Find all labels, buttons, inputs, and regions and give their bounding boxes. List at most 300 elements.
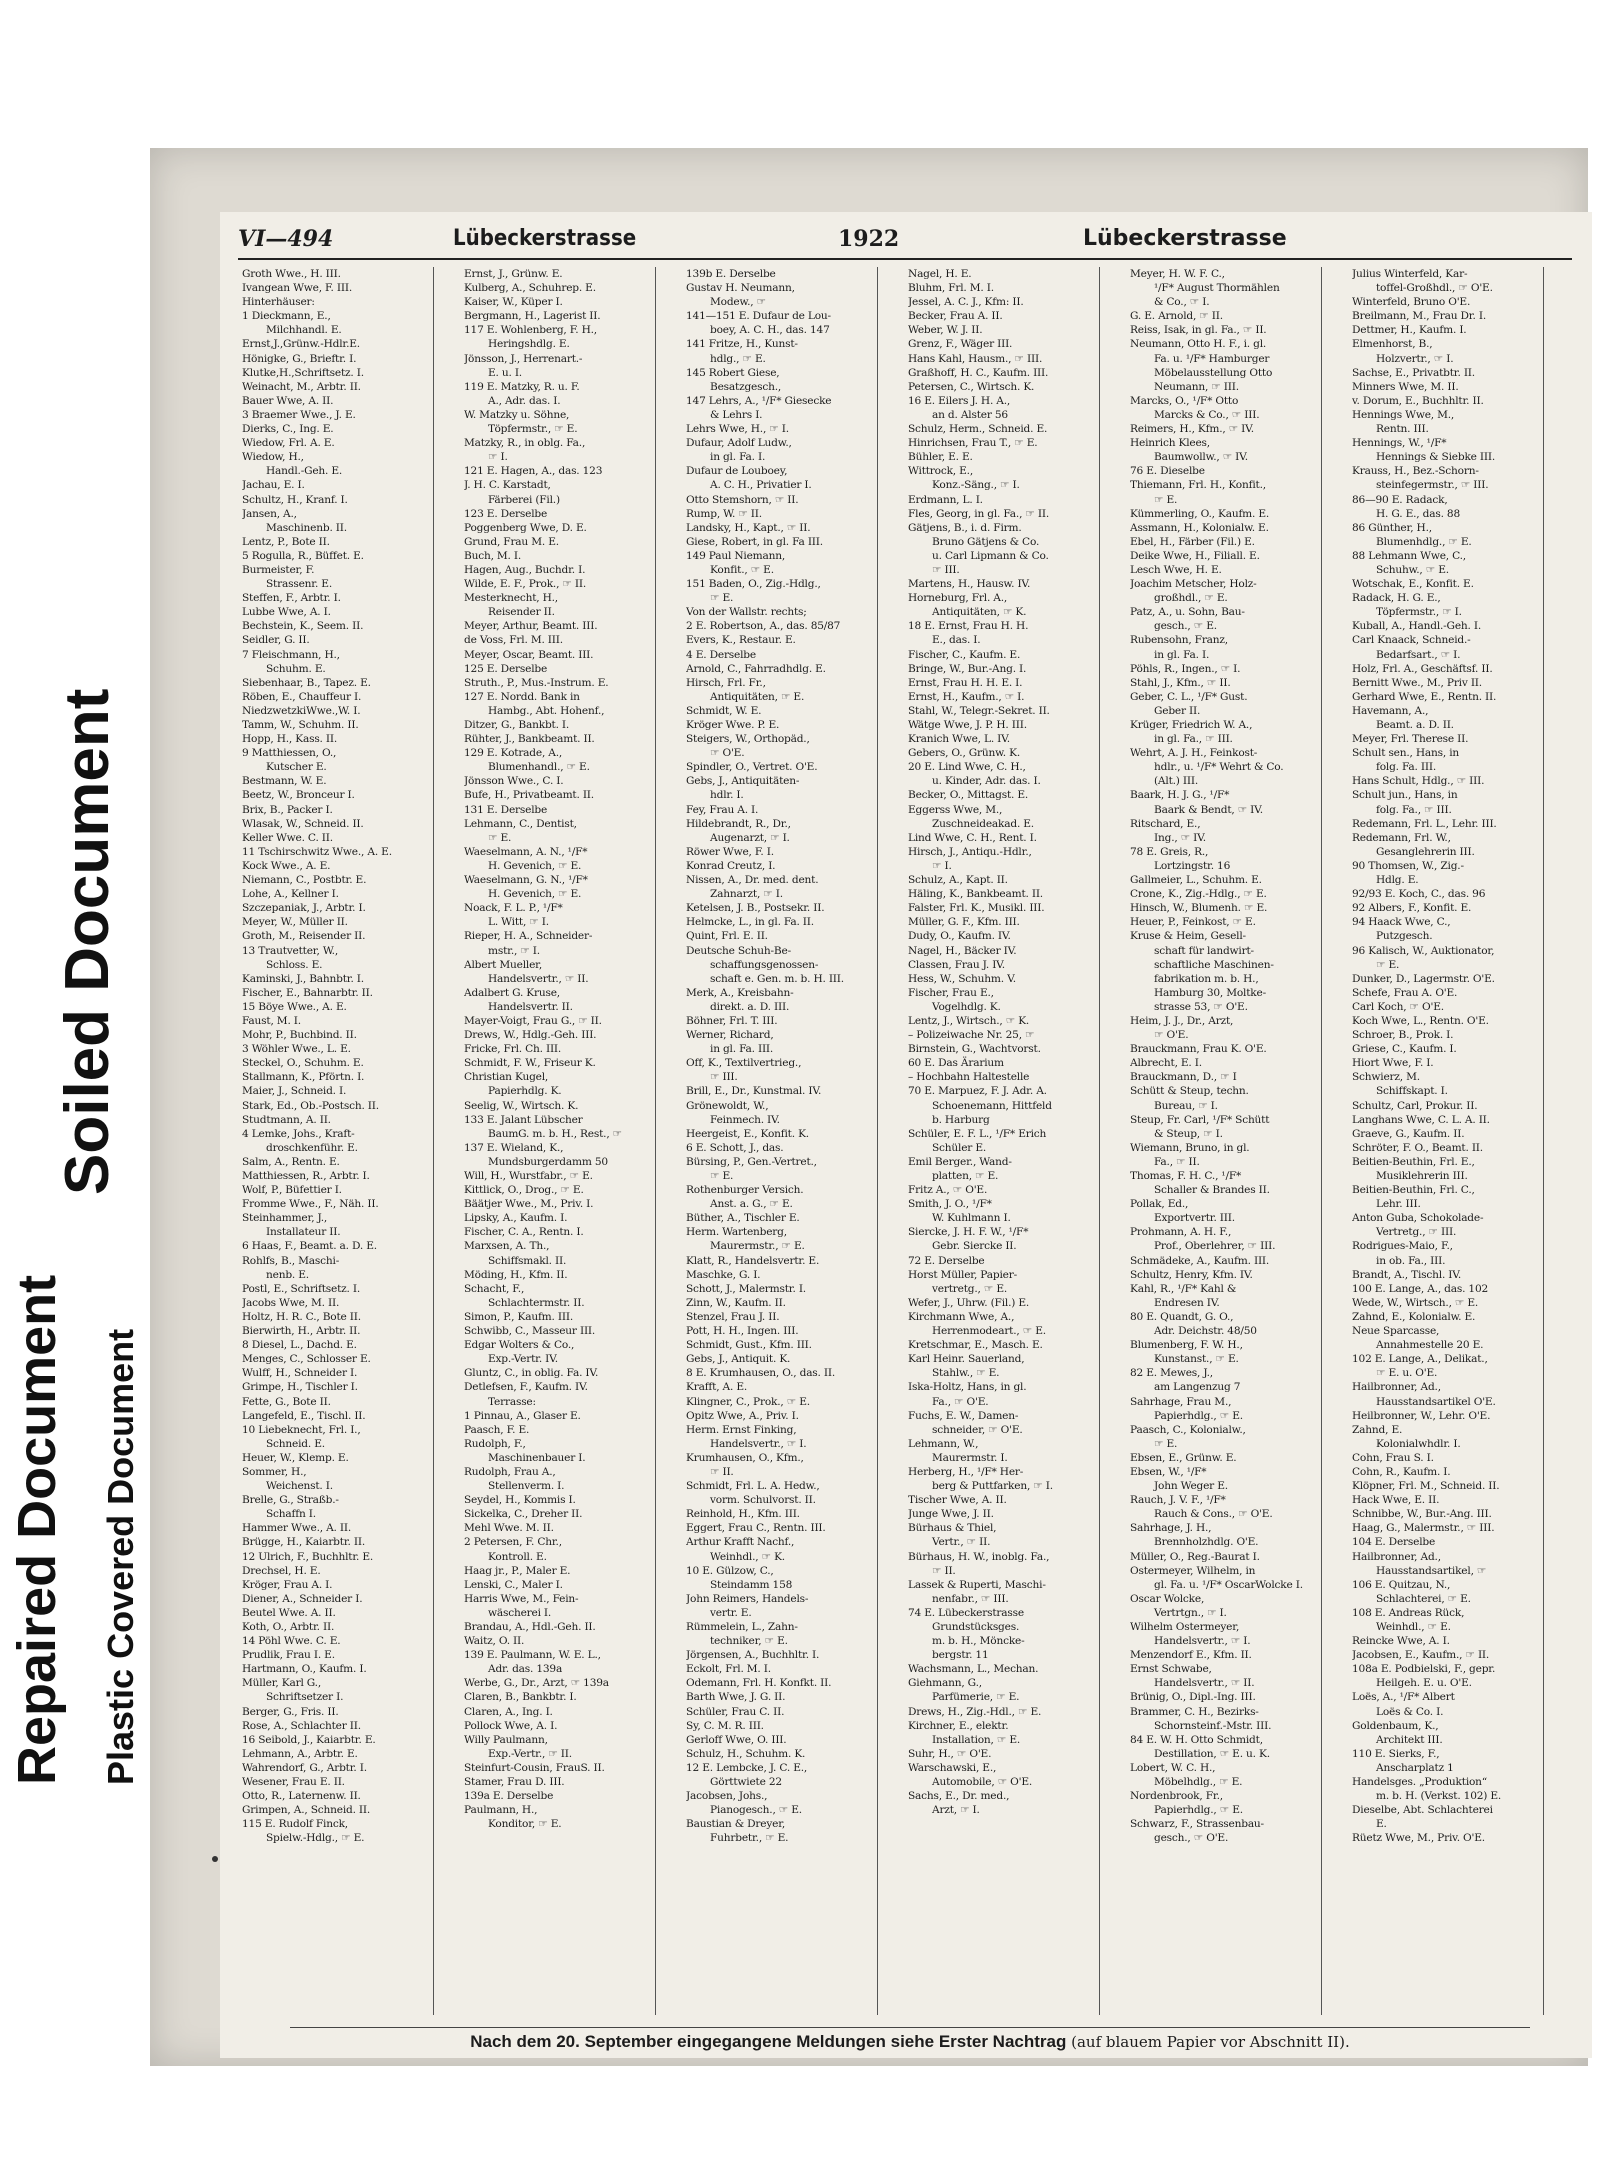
directory-entry: Pollock Wwe, A. I. xyxy=(464,1719,558,1732)
directory-entry: in gl. Fa. I. xyxy=(710,451,766,464)
directory-entry: Marcks, O., ¹/F* Otto xyxy=(1130,394,1239,407)
directory-entry: schneider, ☞ O'E. xyxy=(932,1423,1023,1436)
directory-entry: 115 E. Rudolf Finck, xyxy=(242,1818,348,1831)
directory-entry: Nagel, H., Bäcker IV. xyxy=(908,944,1017,957)
directory-entry: Meyer, W., Müller II. xyxy=(242,916,348,929)
directory-entry: Dettmer, H., Kaufm. I. xyxy=(1352,324,1467,337)
directory-entry: Schultz, Carl, Prokur. II. xyxy=(1352,1099,1478,1112)
directory-entry: techniker, ☞ E. xyxy=(710,1635,788,1648)
directory-entry: Hönigke, G., Brieftr. I. xyxy=(242,352,357,365)
directory-entry: 5 Rogulla, R., Büffet. E. xyxy=(242,549,364,562)
directory-entry: Klatt, R., Handelsvertr. E. xyxy=(686,1254,820,1267)
directory-entry: Reiss, Isak, in gl. Fa., ☞ II. xyxy=(1130,324,1267,337)
page-header xyxy=(238,224,1572,260)
directory-entry: Gerhard Wwe, E., Rentn. II. xyxy=(1352,690,1497,703)
directory-entry: Pollak, Ed., xyxy=(1130,1198,1189,1211)
directory-entry: Annahmestelle 20 E. xyxy=(1376,1339,1484,1352)
directory-entry: Schüler, Frau C. II. xyxy=(686,1705,785,1718)
directory-entry: Müller, Karl G., xyxy=(242,1677,322,1690)
directory-entry: Mehl Wwe. M. II. xyxy=(464,1522,554,1535)
directory-entry: 110 E. Sierks, F., xyxy=(1352,1747,1440,1760)
directory-entry: Hausstandsartikel O'E. xyxy=(1376,1395,1496,1408)
directory-entry: Kirchmann Wwe, A., xyxy=(908,1310,1015,1323)
directory-entry: Eggert, Frau C., Rentn. III. xyxy=(686,1522,826,1535)
directory-entry: Gerloff Wwe, O. III. xyxy=(686,1733,787,1746)
directory-entry: Ing., ☞ IV. xyxy=(1154,831,1206,844)
directory-entry: Dieselbe, Abt. Schlachterei xyxy=(1352,1804,1493,1817)
directory-entry: 16 E. Eilers J. H. A., xyxy=(908,394,1011,407)
directory-entry: Meyer, Oscar, Beamt. III. xyxy=(464,648,594,661)
directory-entry: Heuer, P., Feinkost, ☞ E. xyxy=(1130,916,1256,929)
directory-entry: Rothenburger Versich. xyxy=(686,1184,804,1197)
directory-entry: Wittrock, E., xyxy=(908,465,974,478)
directory-entry: Adalbert G. Kruse, xyxy=(464,986,560,999)
directory-entry: in gl. Fa. I. xyxy=(1154,648,1210,661)
directory-entry: Waitz, O. II. xyxy=(464,1635,525,1648)
directory-entry: Weber, W. J. II. xyxy=(908,324,983,337)
directory-entry: Bürhaus & Thiel, xyxy=(908,1522,997,1535)
directory-entry: m. b. H., Möncke- xyxy=(932,1635,1025,1648)
directory-entry: Büther, A., Tischler E. xyxy=(686,1212,800,1225)
directory-entry: nenb. E. xyxy=(266,1268,309,1281)
directory-entry: Jachau, E. I. xyxy=(242,479,305,492)
directory-entry: Maschke, G. I. xyxy=(686,1268,761,1281)
directory-entry: Paasch, F. E. xyxy=(464,1423,530,1436)
directory-entry: Schaller & Brandes II. xyxy=(1154,1184,1270,1197)
directory-entry: Schulz, H., Schuhm. K. xyxy=(686,1747,806,1760)
directory-entry: Drews, H., Zig.-Hdl., ☞ E. xyxy=(908,1705,1042,1718)
directory-entry: Hinterhäuser: xyxy=(242,296,315,309)
directory-entry: Becker, Frau A. II. xyxy=(908,310,1003,323)
directory-entry: Faust, M. I. xyxy=(242,1014,301,1027)
directory-entry: Thiemann, Frl. H., Konfit., xyxy=(1130,479,1266,492)
directory-entry: platten, ☞ E. xyxy=(932,1170,999,1182)
directory-entry: Antiquitäten, ☞ E. xyxy=(710,690,805,703)
directory-entry: Martens, H., Hausw. IV. xyxy=(908,578,1031,591)
directory-entry: ☞ I. xyxy=(488,451,508,464)
directory-entry: Handelsvertr., ☞ I. xyxy=(1154,1635,1251,1648)
directory-entry: 86—90 E. Radack, xyxy=(1352,493,1448,506)
directory-entry: Pianogesch., ☞ E. xyxy=(710,1804,802,1817)
directory-column-6 xyxy=(1348,267,1544,2015)
directory-entry: Anscharplatz 1 xyxy=(1376,1761,1454,1774)
directory-entry: Ernst,J.,Grünw.-Hdlr.E. xyxy=(242,338,360,351)
directory-entry: Bühler, E. E. xyxy=(908,451,973,464)
directory-entry: Hartmann, O., Kaufm. I. xyxy=(242,1663,367,1676)
directory-entry: Herrenmodeart., ☞ E. xyxy=(932,1325,1046,1338)
directory-entry: Falster, Frl. K., Musikl. III. xyxy=(908,902,1045,915)
directory-entry: Drews, W., Hdlg.-Geh. III. xyxy=(464,1029,597,1042)
directory-entry: Menzendorf E., Kfm. II. xyxy=(1130,1649,1252,1662)
directory-entry: 84 E. W. H. Otto Schmidt, xyxy=(1130,1733,1263,1746)
directory-entry: Thomas, F. H. C., ¹/F* xyxy=(1130,1170,1242,1182)
directory-entry: Wotschak, E., Konfit. E. xyxy=(1352,578,1474,591)
directory-entry: Waeselmann, A. N., ¹/F* xyxy=(464,845,588,858)
directory-entry: Kretschmar, E., Masch. E. xyxy=(908,1339,1043,1352)
directory-entry: A. C. H., Privatier I. xyxy=(710,479,812,492)
directory-entry: Ernst, H., Kaufm., ☞ I. xyxy=(908,690,1025,703)
directory-entry: 15 Böye Wwe., A. E. xyxy=(242,1000,347,1013)
directory-entry: vorm. Schulvorst. II. xyxy=(710,1494,816,1507)
directory-entry: Poggenberg Wwe, D. E. xyxy=(464,521,587,534)
directory-entry: Carl Koch, ☞ O'E. xyxy=(1352,1000,1444,1013)
directory-entry: Schmidt, Frl. L. A. Hedw., xyxy=(686,1480,820,1493)
directory-entry: Steffen, F., Arbtr. I. xyxy=(242,592,341,605)
directory-entry: Müller, O., Reg.-Baurat I. xyxy=(1130,1550,1260,1563)
directory-entry: v. Dorum, E., Buchhltr. II. xyxy=(1352,394,1484,407)
directory-entry: Färberei (Fil.) xyxy=(488,493,560,506)
directory-entry: Destillation, ☞ E. u. K. xyxy=(1154,1747,1270,1760)
directory-entry: in gl. Fa. III. xyxy=(710,1043,774,1056)
directory-entry: Horst Müller, Papier- xyxy=(908,1268,1017,1281)
directory-entry: Siercke, J. H. F. W., ¹/F* xyxy=(908,1226,1029,1239)
directory-entry: Arnold, C., Fahrradhdlg. E. xyxy=(686,662,826,675)
directory-entry: Grundstücksges. xyxy=(932,1621,1020,1633)
directory-entry: Görttwiete 22 xyxy=(710,1776,782,1789)
directory-entry: Steinfurt-Cousin, FrauS. II. xyxy=(464,1761,605,1774)
directory-entry: Rauch & Cons., ☞ O'E. xyxy=(1154,1508,1273,1521)
directory-entry: 119 E. Matzky, R. u. F. xyxy=(464,380,580,393)
directory-entry: Spielw.-Hdlg., ☞ E. xyxy=(266,1832,365,1845)
directory-entry: droschkenführ. E. xyxy=(266,1141,358,1154)
directory-entry: 86 Günther, H., xyxy=(1352,521,1432,534)
directory-entry: Handelsvertr., ☞ II. xyxy=(1154,1677,1255,1690)
directory-entry: Ivangean Wwe, F. III. xyxy=(242,282,352,295)
directory-entry: Merk, A., Kreisbahn- xyxy=(686,986,794,999)
directory-entry: Schüler E. xyxy=(932,1141,987,1154)
directory-entry: Willy Paulmann, xyxy=(464,1733,548,1746)
directory-entry: Stahl, J., Kfm., ☞ II. xyxy=(1130,676,1231,689)
directory-entry: Prof., Oberlehrer, ☞ III. xyxy=(1154,1240,1276,1253)
directory-entry: Diener, A., Schneider I. xyxy=(242,1592,363,1605)
directory-entry: Kock Wwe., A. E. xyxy=(242,859,331,872)
directory-entry: boey, A. C. H., das. 147 xyxy=(710,324,830,337)
directory-entry: Szczepaniak, J., Arbtr. I. xyxy=(242,902,366,915)
directory-entry: Fa., ☞ II. xyxy=(1154,1155,1200,1168)
directory-entry: Sachs, E., Dr. med., xyxy=(908,1790,1010,1803)
directory-entry: fabrikation m. b. H., xyxy=(1154,972,1259,985)
directory-entry: Sommer, H., xyxy=(242,1465,307,1478)
directory-entry: Schult sen., Hans, in xyxy=(1352,747,1460,760)
directory-entry: Brünig, O., Dipl.-Ing. III. xyxy=(1130,1691,1256,1704)
directory-entry: Graeve, G., Kaufm. II. xyxy=(1352,1127,1465,1140)
directory-entry: Tischer Wwe, A. II. xyxy=(908,1494,1007,1507)
directory-entry: Konz.-Säng., ☞ I. xyxy=(932,479,1020,492)
directory-entry: ☞ II. xyxy=(710,1465,734,1478)
directory-entry: Holzvertr., ☞ I. xyxy=(1376,352,1454,365)
directory-entry: Lentz, J., Wirtsch., ☞ K. xyxy=(908,1014,1030,1027)
directory-entry: Ernst Schwabe, xyxy=(1130,1663,1212,1676)
directory-entry: ☞ III. xyxy=(932,563,960,576)
directory-entry: Schiffskapt. I. xyxy=(1376,1085,1448,1098)
directory-entry: Schüler, E. F. L., ¹/F* Erich xyxy=(908,1127,1047,1140)
directory-entry: Adr. Deichstr. 48/50 xyxy=(1154,1325,1257,1338)
directory-entry: Haag, G., Malermstr., ☞ III. xyxy=(1352,1522,1495,1535)
directory-entry: – Hochbahn Haltestelle xyxy=(908,1071,1030,1084)
directory-entry: 108 E. Andreas Rück, xyxy=(1352,1606,1465,1619)
directory-entry: Schornsteinf.-Mstr. III. xyxy=(1154,1719,1272,1732)
directory-entry: Automobile, ☞ O'E. xyxy=(932,1776,1033,1789)
directory-entry: Kontroll. E. xyxy=(488,1550,547,1563)
directory-entry: Möding, H., Kfm. II. xyxy=(464,1268,568,1281)
directory-entry: ☞ E. xyxy=(710,1170,734,1182)
directory-entry: Hailbronner, Ad., xyxy=(1352,1381,1441,1394)
directory-entry: Deike Wwe, H., Filiall. E. xyxy=(1130,549,1260,562)
directory-entry: Böhner, Frl. T. III. xyxy=(686,1014,778,1027)
directory-entry: Steckel, O., Schuhm. E. xyxy=(242,1057,364,1070)
directory-entry: Beutel Wwe. A. II. xyxy=(242,1606,336,1619)
directory-entry: 92/93 E. Koch, C., das. 96 xyxy=(1352,888,1486,901)
directory-entry: 7 Fleischmann, H., xyxy=(242,648,340,661)
directory-entry: L. Witt, ☞ I. xyxy=(488,916,549,929)
directory-entry: Handelsvertr. II. xyxy=(488,1000,573,1013)
directory-entry: Brelle, G., Straßb.- xyxy=(242,1494,339,1507)
directory-entry: Reisender II. xyxy=(488,606,555,619)
directory-entry: Bufe, H., Privatbeamt. II. xyxy=(464,789,594,802)
directory-entry: Hess, W., Schuhm. V. xyxy=(908,972,1016,985)
directory-entry: Röben, E., Chauffeur I. xyxy=(242,690,362,703)
directory-entry: Heinrich Klees, xyxy=(1130,437,1210,450)
directory-entry: Milchhandl. E. xyxy=(266,324,342,337)
directory-entry: 3 Braemer Wwe., J. E. xyxy=(242,408,356,421)
directory-entry: Maurermstr., ☞ E. xyxy=(710,1240,805,1253)
directory-entry: ☞ I. xyxy=(932,859,952,872)
directory-entry: 139a E. Derselbe xyxy=(464,1790,554,1803)
directory-entry: 131 E. Derselbe xyxy=(464,803,548,816)
directory-entry: Rieper, H. A., Schneider- xyxy=(464,930,593,943)
directory-entry: Papierhdlg. K. xyxy=(488,1085,562,1098)
directory-entry: Lesch Wwe, H. E. xyxy=(1130,563,1222,576)
directory-entry: 4 Lemke, Johs., Kraft- xyxy=(242,1127,355,1140)
directory-entry: Fa., ☞ O'E. xyxy=(932,1395,989,1408)
directory-entry: Feinmech. IV. xyxy=(710,1113,780,1126)
directory-entry: Simon, P., Kaufm. III. xyxy=(464,1310,573,1323)
directory-entry: H. G. E., das. 88 xyxy=(1376,507,1460,520)
directory-entry: Studtmann, A. II. xyxy=(242,1113,331,1126)
directory-entry: m. b. H. (Verkst. 102) E. xyxy=(1376,1790,1502,1803)
directory-entry: Detlefsen, F., Kaufm. IV. xyxy=(464,1381,588,1394)
directory-entry: bergstr. 11 xyxy=(932,1649,989,1662)
directory-entry: Hopp, H., Kass. II. xyxy=(242,733,338,746)
directory-entry: Rohlfs, B., Maschi- xyxy=(242,1254,340,1267)
directory-entry: Giese, Robert, in gl. Fa III. xyxy=(686,535,823,548)
directory-entry: Hinsch, W., Blumenh. ☞ E. xyxy=(1130,902,1268,915)
directory-entry: Mundsburgerdamm 50 xyxy=(488,1155,608,1168)
directory-entry: Gustav H. Neumann, xyxy=(686,282,795,295)
directory-entry: 8 E. Krumhausen, O., das. II. xyxy=(686,1367,836,1380)
directory-entry: 106 E. Quitzau, N., xyxy=(1352,1578,1451,1591)
directory-entry: Marxsen, A. Th., xyxy=(464,1240,550,1253)
directory-entry: in gl. Fa., ☞ III. xyxy=(1154,733,1233,746)
directory-entry: Cohn, R., Kaufm. I. xyxy=(1352,1465,1451,1478)
directory-entry: Handelsvertr., ☞ II. xyxy=(488,972,589,985)
directory-entry: Dufaur de Louboey, xyxy=(686,465,788,478)
directory-entry: Noack, F. L. P., ¹/F* xyxy=(464,902,563,915)
directory-entry: Karl Heinr. Sauerland, xyxy=(908,1353,1025,1366)
directory-entry: 96 Kalisch, W., Auktionator, xyxy=(1352,944,1495,957)
directory-entry: Waeselmann, G. N., ¹/F* xyxy=(464,874,588,887)
directory-entry: Blumenhdlg., ☞ E. xyxy=(1376,535,1472,548)
directory-entry: Bürsing, P., Gen.-Vertret., xyxy=(686,1155,817,1168)
directory-entry: Bauer Wwe, A. II. xyxy=(242,394,334,407)
directory-entry: 139 E. Paulmann, W. E. L., xyxy=(464,1649,601,1662)
directory-entry: Jacobsen, Johs., xyxy=(686,1790,768,1803)
directory-entry: Ernst, Frau H. H. E. I. xyxy=(908,676,1023,689)
directory-entry: Konfit., ☞ E. xyxy=(710,563,774,576)
directory-entry: Menges, C., Schlosser E. xyxy=(242,1353,371,1366)
directory-entry: gl. Fa. u. ¹/F* OscarWolcke I. xyxy=(1154,1578,1303,1591)
directory-entry: ☞ III. xyxy=(710,1071,738,1084)
directory-entry: Struth., P., Mus.-Instrum. E. xyxy=(464,676,609,689)
directory-entry: Patz, A., u. Sohn, Bau- xyxy=(1130,606,1245,619)
directory-entry: Klingner, C., Prok., ☞ E. xyxy=(686,1395,810,1408)
directory-entry: NiedzwetzkiWwe.,W. I. xyxy=(242,704,361,717)
directory-entry: Weichenst. I. xyxy=(266,1480,333,1493)
directory-entry: Heim, J. J., Dr., Arzt, xyxy=(1130,1014,1234,1027)
directory-entry: Grimpe, H., Tischler I. xyxy=(242,1381,358,1394)
directory-entry: Rentn. III. xyxy=(1376,423,1429,436)
directory-entry: Havemann, A., xyxy=(1352,704,1429,717)
directory-entry: Maschinenb. II. xyxy=(266,521,347,534)
directory-entry: Fischer, C., Kaufm. E. xyxy=(908,648,1021,661)
directory-entry: Lassek & Ruperti, Maschi- xyxy=(908,1578,1046,1591)
directory-entry: Jönsson, J., Herrenart.- xyxy=(464,352,583,365)
directory-entry: A., Adr. das. I. xyxy=(488,394,561,407)
directory-entry: Schott, J., Malermstr. I. xyxy=(686,1282,806,1295)
directory-entry: Adr. das. 139a xyxy=(488,1663,563,1676)
directory-entry: 8 Diesel, L., Dachd. E. xyxy=(242,1339,357,1352)
directory-entry: Rauch, J. V. F., ¹/F* xyxy=(1130,1494,1226,1507)
directory-entry: 100 E. Lange, A., das. 102 xyxy=(1352,1282,1489,1295)
directory-entry: Redemann, Frl. W., xyxy=(1352,831,1451,844)
directory-entry: Installateur II. xyxy=(266,1226,341,1239)
directory-entry: Wesener, Frau E. II. xyxy=(242,1776,345,1789)
directory-entry: Zahnd, E. xyxy=(1352,1423,1403,1436)
directory-entry: Kutscher E. xyxy=(266,761,327,774)
directory-entry: Schroer, B., Prok. I. xyxy=(1352,1029,1454,1042)
directory-entry: b. Harburg xyxy=(932,1113,990,1126)
directory-entry: Vertrtgn., ☞ I. xyxy=(1154,1606,1227,1619)
directory-entry: 10 E. Gülzow, C., xyxy=(686,1564,774,1577)
directory-entry: Deutsche Schuh-Be- xyxy=(686,944,791,957)
directory-entry: Breilmann, M., Frau Dr. I. xyxy=(1352,310,1486,323)
directory-entry: Wilhelm Ostermeyer, xyxy=(1130,1621,1240,1633)
directory-entry: Architekt III. xyxy=(1376,1733,1443,1746)
page-number: VI—494 xyxy=(238,226,334,252)
directory-entry: Landsky, H., Kapt., ☞ II. xyxy=(686,521,811,534)
directory-entry: Schwarz, F., Strassenbau- xyxy=(1130,1818,1264,1831)
directory-entry: Heilgeh. E. u. O'E. xyxy=(1376,1677,1472,1690)
scan-speck xyxy=(212,1856,218,1862)
directory-entry: Groth, M., Reisender II. xyxy=(242,930,366,943)
directory-entry: John Reimers, Handels- xyxy=(686,1592,809,1605)
directory-entry: Nagel, H. E. xyxy=(908,268,972,280)
directory-entry: Maier, J., Schneid. I. xyxy=(242,1085,347,1098)
directory-entry: Dudy, O., Kaufm. IV. xyxy=(908,930,1011,943)
directory-entry: 92 Albers, F., Konfit. E. xyxy=(1352,902,1472,915)
directory-entry: Julius Winterfeld, Kar- xyxy=(1352,268,1468,280)
directory-entry: Vertr., ☞ II. xyxy=(932,1536,991,1549)
directory-entry: Meyer, Frl. Therese II. xyxy=(1352,733,1469,746)
directory-entry: Bierwirth, H., Arbtr. II. xyxy=(242,1325,361,1338)
directory-entry: G. E. Arnold, ☞ II. xyxy=(1130,310,1223,323)
directory-entry: Graßhoff, H. C., Kaufm. III. xyxy=(908,366,1049,379)
directory-entry: Brauckmann, D., ☞ I xyxy=(1130,1071,1237,1084)
directory-entry: Harris Wwe, M., Fein- xyxy=(464,1592,579,1605)
directory-entry: Krafft, A. E. xyxy=(686,1381,748,1394)
directory-entry: 82 E. Mewes, J., xyxy=(1130,1367,1213,1380)
directory-entry: Hack Wwe, E. II. xyxy=(1352,1494,1440,1507)
directory-entry: Kahl, R., ¹/F* Kahl & xyxy=(1130,1282,1237,1295)
directory-entry: Handl.-Geh. E. xyxy=(266,465,343,478)
directory-entry: Grenz, F., Wäger III. xyxy=(908,338,1013,351)
directory-entry: Holtz, H. R. C., Bote II. xyxy=(242,1310,361,1323)
directory-entry: Brandau, A., Hdl.-Geh. II. xyxy=(464,1621,596,1633)
directory-entry: Nissen, A., Dr. med. dent. xyxy=(686,874,819,887)
directory-entry: Schulz, Herm., Schneid. E. xyxy=(908,423,1048,436)
directory-entry: Bäätjer Wwe., M., Priv. I. xyxy=(464,1198,594,1211)
directory-entry: Zahnarzt, ☞ I. xyxy=(710,888,783,901)
directory-entry: Sahrhage, Frau M., xyxy=(1130,1395,1232,1408)
directory-entry: Horneburg, Frl. A., xyxy=(908,592,1008,605)
directory-entry: Off, K., Textilvertrieg., xyxy=(686,1057,802,1070)
directory-entry: Schiffsmakl. II. xyxy=(488,1254,567,1267)
directory-entry: Fritz A., ☞ O'E. xyxy=(908,1184,988,1197)
directory-entry: Endresen IV. xyxy=(1154,1296,1220,1309)
directory-entry: Rümmelein, L., Zahn- xyxy=(686,1621,798,1633)
directory-entry: Blumenberg, F. W. H., xyxy=(1130,1339,1243,1352)
directory-entry: Kunstanst., ☞ E. xyxy=(1154,1353,1239,1366)
directory-entry: 74 E. Lübeckerstrasse xyxy=(908,1606,1024,1619)
directory-entry: Müller, G. F., Kfm. III. xyxy=(908,916,1020,929)
directory-entry: Stellenverm. I. xyxy=(488,1480,565,1493)
directory-entry: 1 Dieckmann, E., xyxy=(242,310,331,323)
directory-entry: Beitien-Beuthin, Frl. E., xyxy=(1352,1155,1475,1168)
directory-entry: Exp.-Vertr., ☞ II. xyxy=(488,1747,572,1760)
directory-entry: Goldenbaum, K., xyxy=(1352,1719,1439,1732)
directory-entry: Klöpner, Frl. M., Schneid. II. xyxy=(1352,1480,1500,1493)
directory-entry: Bureau, ☞ I. xyxy=(1154,1099,1218,1112)
directory-entry: Lehmann, W., xyxy=(908,1437,979,1450)
directory-entry: Beamt. a. D. II. xyxy=(1376,719,1454,731)
directory-entry: & Co., ☞ I. xyxy=(1154,296,1210,309)
directory-entry: John Weger E. xyxy=(1154,1480,1228,1493)
directory-entry: Fischer, C. A., Rentn. I. xyxy=(464,1226,584,1239)
directory-entry: Rudolph, Frau A., xyxy=(464,1465,556,1478)
directory-entry: Hausstandsartikel, ☞ xyxy=(1376,1564,1487,1577)
directory-entry: Hirsch, J., Antiqu.-Hdlr., xyxy=(908,845,1032,858)
directory-entry: Modew., ☞ xyxy=(710,296,766,309)
directory-entry: Fuchs, E. W., Damen- xyxy=(908,1409,1019,1422)
directory-entry: Schoenemann, Hittfeld xyxy=(932,1099,1052,1112)
directory-entry: Schacht, F., xyxy=(464,1282,525,1295)
directory-entry: Dierks, C., Ing. E. xyxy=(242,423,334,436)
directory-entry: Lobert, W. C. H., xyxy=(1130,1761,1216,1774)
directory-entry: J. H. C. Karstadt, xyxy=(464,479,551,492)
directory-entry: Lehmann, A., Arbtr. E. xyxy=(242,1747,358,1760)
directory-entry: Sahrhage, J. H., xyxy=(1130,1522,1212,1535)
directory-entry: Burmeister, F. xyxy=(242,563,315,576)
footer-text: Nach dem 20. September eingegangene Meldungen siehe Erster Nachtrag xyxy=(470,2032,1067,2051)
directory-entry: Kirchner, E., elektr. xyxy=(908,1719,1009,1732)
directory-entry: Bergmann, H., Lagerist II. xyxy=(464,310,601,323)
directory-entry: Schultz, Henry, Kfm. IV. xyxy=(1130,1268,1253,1281)
directory-entry: Terrasse: xyxy=(488,1395,536,1408)
directory-entry: Gesanglehrerin III. xyxy=(1376,845,1475,858)
directory-entry: Kittlick, O., Drog., ☞ E. xyxy=(464,1184,584,1197)
directory-entry: Assmann, H., Kolonialw. E. xyxy=(1130,521,1269,534)
directory-entry: 2 E. Robertson, A., das. 85/87 xyxy=(686,620,841,633)
